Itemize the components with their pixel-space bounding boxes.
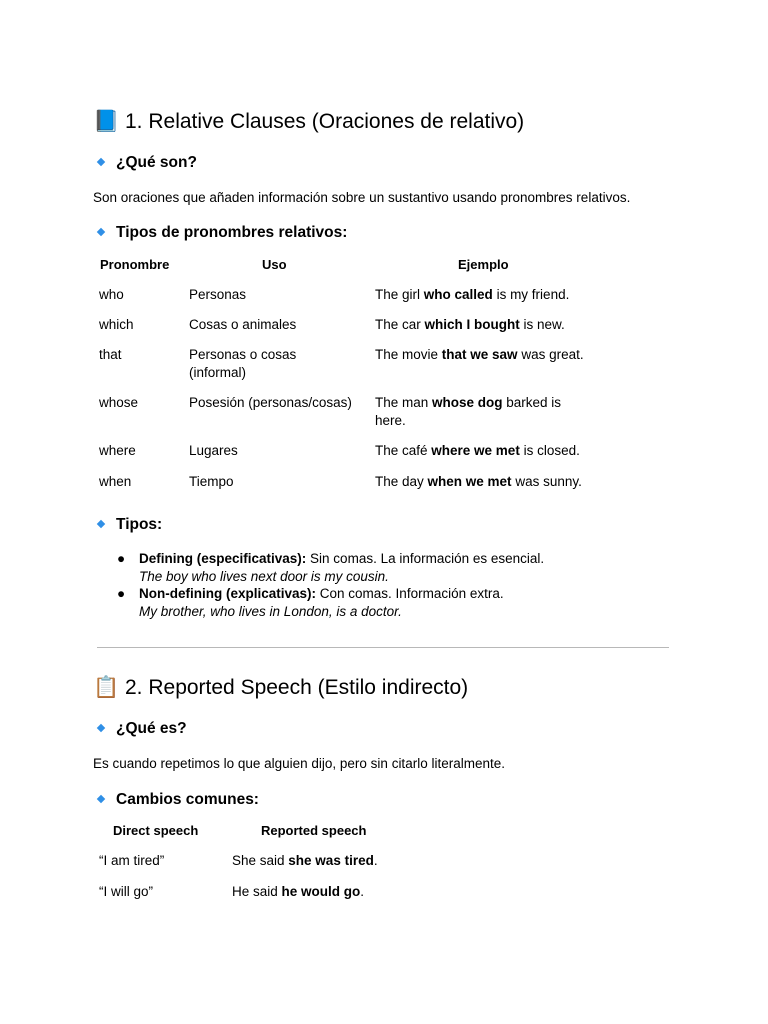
blue-diamond-icon (97, 724, 105, 732)
table-cell-uso: Lugares (189, 443, 238, 458)
table-cell-pronoun: where (99, 443, 136, 458)
section-2-title (93, 675, 468, 701)
section-1-title-text: 1. Relative Clauses (Oraciones de relativo) (125, 110, 525, 133)
table-cell-pronoun: who (99, 287, 124, 302)
table-cell-uso: Tiempo (189, 474, 234, 489)
table-header-ejemplo: Ejemplo (458, 257, 509, 272)
table-cell-pronoun: whose (99, 395, 139, 410)
clipboard-icon: 📋 (93, 676, 120, 699)
what-is-heading (98, 719, 187, 739)
bullet-icon: ● (117, 551, 126, 566)
defining-example: The boy who lives next door is my cousin. (139, 568, 389, 584)
section-divider (97, 647, 669, 648)
defining-text: Sin comas. La información es esencial. (306, 551, 545, 566)
table-cell-direct: “I am tired” (99, 853, 165, 868)
table-cell-uso: Personas o cosas (informal) (189, 347, 297, 380)
section-2-title-text: 2. Reported Speech (Estilo indirecto) (125, 676, 469, 699)
table-header-pronombre: Pronombre (100, 257, 170, 272)
what-are-text: Son oraciones que añaden información sobre un sustantivo usando pronombres relativos. (93, 190, 631, 205)
what-are-heading (98, 153, 197, 173)
table-cell-reported: He said he would go. (232, 884, 365, 899)
table-header-direct: Direct speech (113, 823, 199, 838)
table-header-uso: Uso (262, 257, 287, 272)
table-cell-uso: Posesión (personas/cosas) (189, 395, 352, 410)
table-cell-example: The man whose dog barked is here. (375, 395, 562, 428)
table-cell-direct: “I will go” (99, 884, 154, 899)
table-cell-pronoun: which (99, 317, 134, 332)
blue-book-icon: 📘 (93, 110, 120, 133)
table-cell-reported: She said she was tired. (232, 853, 378, 868)
what-are-heading-text: ¿Qué son? (116, 154, 197, 171)
pronoun-types-heading (98, 223, 347, 243)
table-header-reported: Reported speech (261, 823, 367, 838)
pronoun-types-heading-text: Tipos de pronombres relativos: (116, 224, 348, 241)
blue-diamond-icon (97, 520, 105, 528)
table-cell-example: The movie that we saw was great. (375, 347, 584, 362)
tipos-heading (98, 515, 162, 535)
non-defining-example: My brother, who lives in London, is a doctor. (139, 603, 402, 619)
common-changes-heading-text: Cambios comunes: (116, 791, 259, 808)
table-cell-uso: Cosas o animales (189, 317, 297, 332)
table-cell-uso: Personas (189, 287, 247, 302)
what-is-heading-text: ¿Qué es? (116, 720, 187, 737)
bullet-icon: ● (117, 586, 126, 601)
what-is-text: Es cuando repetimos lo que alguien dijo, pero sin citarlo literalmente. (93, 756, 505, 771)
table-cell-example: The café where we met is closed. (375, 443, 580, 458)
defining-label: Defining (especificativas): (139, 551, 307, 566)
table-cell-example: The car which I bought is new. (375, 317, 565, 332)
table-cell-pronoun: that (99, 347, 122, 362)
non-defining-label: Non-defining (explicativas): (139, 586, 317, 601)
blue-diamond-icon (97, 228, 105, 236)
blue-diamond-icon (97, 795, 105, 803)
common-changes-heading (98, 790, 259, 810)
blue-diamond-icon (97, 158, 105, 166)
section-1-title (93, 109, 524, 135)
table-cell-pronoun: when (99, 474, 132, 489)
table-cell-example: The day when we met was sunny. (375, 474, 582, 489)
tipos-heading-text: Tipos: (116, 516, 163, 533)
table-cell-example: The girl who called is my friend. (375, 287, 570, 302)
non-defining-text: Con comas. Información extra. (316, 586, 504, 601)
